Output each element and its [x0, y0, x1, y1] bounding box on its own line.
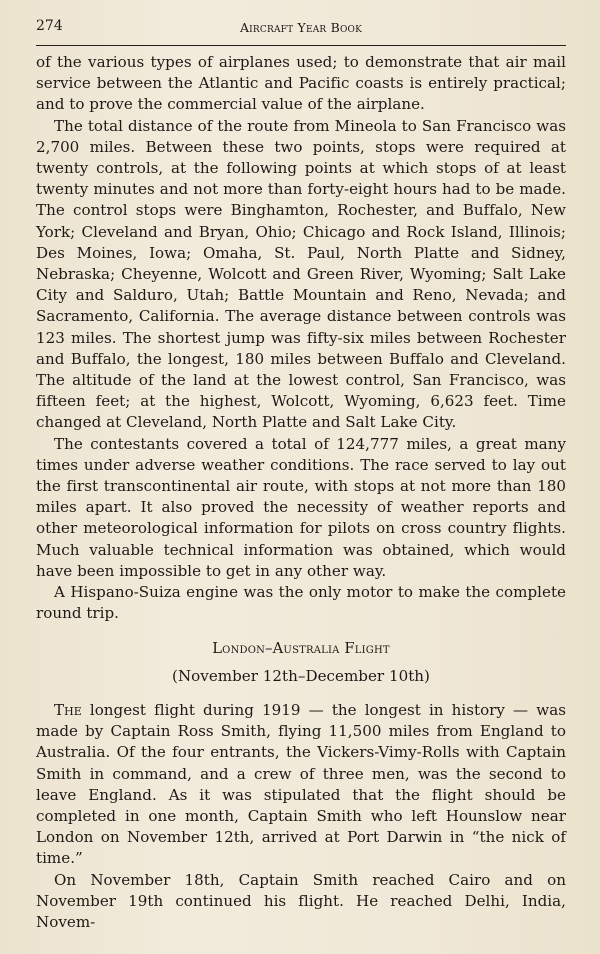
section-heading: London–Australia Flight	[212, 640, 390, 658]
running-head: Aircraft Year Book	[239, 20, 363, 35]
lead-word: The	[54, 700, 82, 719]
paragraph: of the various types of airplanes used; to demonstrate that air mail service between the Atlantic and Pacific coasts is entirely practical; and to prove the commercial value of the airplane.	[36, 53, 566, 114]
paragraph	[36, 870, 566, 934]
paragraph: The total distance of the route from Mineola to San Francisco was 2,700 miles. Between these two points, stops were required at twenty controls, at the following points at which stops of at least twenty minutes and not more than forty-eight hours had to be made. The control stops were Binghamton, Rochester, and Buffalo, New York; Cleveland and Bryan, Ohio; Chicago and Rock Island, Illinois; Des Moines, Iowa; Omaha, St. Paul, North Platte and Sidney, Nebraska; Cheyenne, Wolcott and Green River, Wyoming; Salt Lake City and Salduro, Utah; Battle Mountain and Reno, Nevada; and Sacramento, California. The average distance between controls was 123 miles. The shortest jump was fifty-six miles between Rochester and Buffalo, the longest, 180 miles between Buffalo and Cleveland. The altitude of the land at the lowest control, San Francisco, was fifteen feet; at the highest, Wolcott, Wyoming, 6,623 feet. Time changed at Cleveland, North Platte and Salt Lake City.	[36, 116, 566, 432]
page-body	[36, 52, 566, 933]
paragraph: A Hispano-Suiza engine was the only motor to make the complete round trip.	[36, 583, 566, 623]
paragraph	[36, 700, 566, 870]
paragraph-text: longest flight during 1919 — the longest in history — was made by Captain Ross Smith, flying 11,500 miles from England to Australia. Of the four entrants, the Vickers-Vimy-Rolls with Captain Smith in command, and a crew of three men, was the second to leave England. As it was stipulated that the flight should be completed in one month, Captain Smith who left Hounslow near London on November 12th, arrived at Port Darwin in “the nick of time.”	[36, 700, 566, 868]
paragraph-text: On November 18th, Captain Smith reached Cairo and on November 19th continued his flight. He reached Delhi, India, Novem-	[36, 870, 566, 931]
page-header	[36, 18, 566, 42]
section-dates: (November 12th–December 10th)	[172, 666, 430, 685]
paragraph: The contestants covered a total of 124,777 miles, a great many times under adverse weather conditions. The race served to lay out the first transcontinental air route, with stops at not more than 180 miles apart. It also proved the necessity of weather reports and other meteorological information for pilots on cross country flights. Much valuable technical information was obtained, which would have been impossible to get in any other way.	[36, 434, 566, 580]
header-rule	[36, 45, 566, 46]
page-number: 274	[36, 18, 63, 34]
